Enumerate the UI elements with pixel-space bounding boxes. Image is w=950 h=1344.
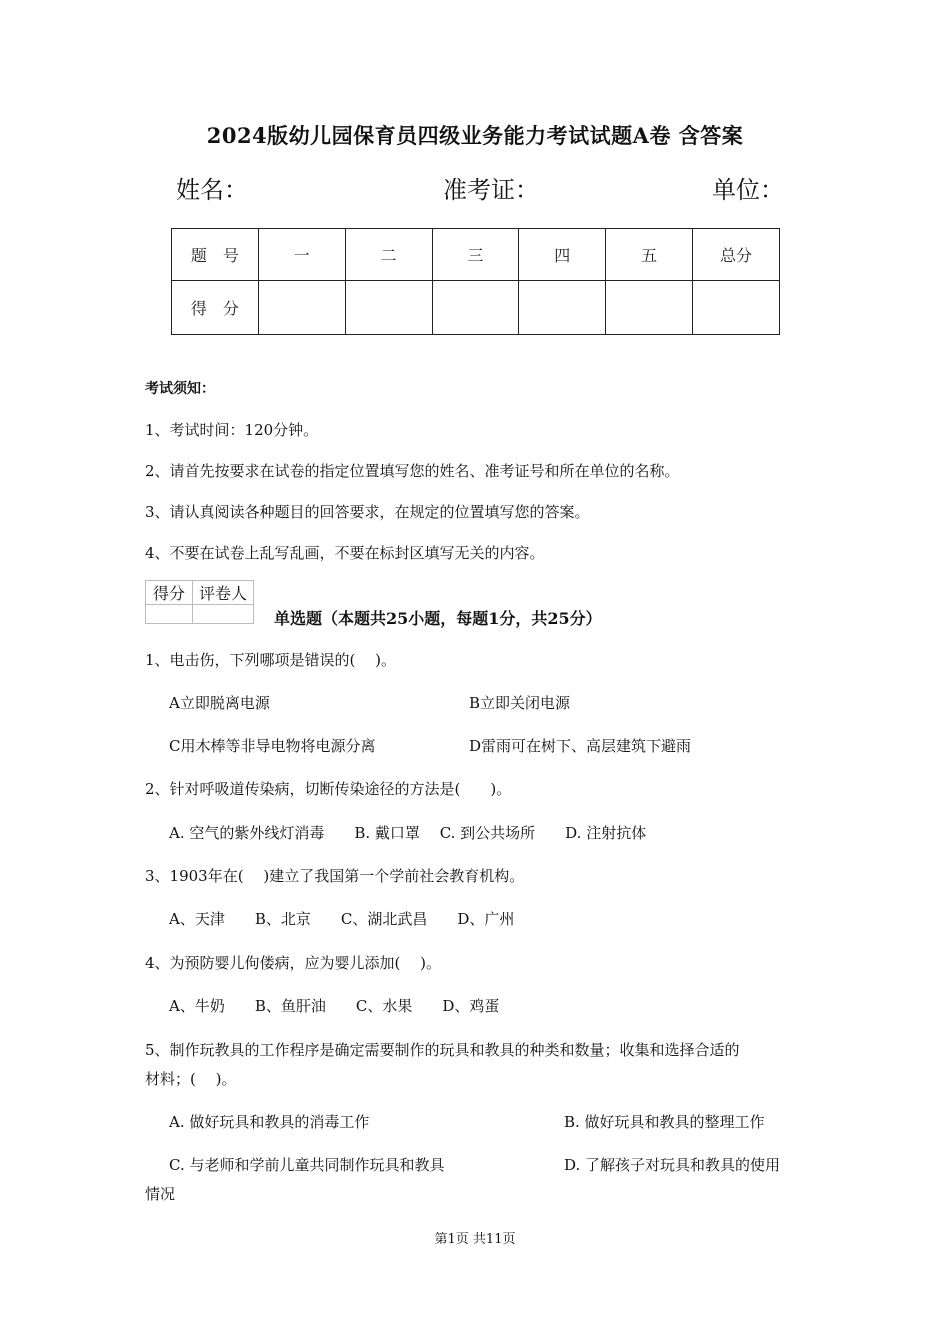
question-5-stem-line1: 5、制作玩教具的工作程序是确定需要制作的玩具和教具的种类和数量；收集和选择合适的 — [145, 1041, 740, 1059]
question-3-options: A、天津 B、北京 C、湖北武昌 D、广州 — [169, 910, 515, 928]
question-4-stem: 4、为预防婴儿佝偻病，应为婴儿添加( )。 — [145, 954, 442, 972]
exam-id-label: 准考证： — [443, 176, 539, 204]
notice-item-3: 3、请认真阅读各种题目的回答要求，在规定的位置填写您的答案。 — [145, 503, 590, 521]
grader-box-score-cell — [146, 605, 193, 624]
notice-item-2: 2、请首先按要求在试卷的指定位置填写您的姓名、准考证号和所在单位的名称。 — [145, 462, 680, 480]
question-1-option-b: B立即关闭电源 — [469, 694, 571, 712]
question-1-option-d: D雷雨可在树下、高层建筑下避雨 — [469, 737, 692, 755]
header-cell-4: 四 — [519, 229, 606, 281]
score-cell-2 — [345, 281, 432, 335]
question-5-option-c: C. 与老师和学前儿童共同制作玩具和教具 — [169, 1156, 445, 1174]
score-table-header-row — [172, 229, 780, 281]
question-3-stem: 3、1903年在( )建立了我国第一个学前社会教育机构。 — [145, 867, 525, 885]
page-footer: 第1页 共11页 — [434, 1232, 516, 1247]
page-title: 2024版幼儿园保育员四级业务能力考试试题A卷 含答案 — [206, 123, 744, 148]
grader-box-grader-cell — [193, 605, 254, 624]
score-table-score-row — [172, 281, 780, 335]
header-cell-3: 三 — [432, 229, 519, 281]
question-4-options: A、牛奶 B、鱼肝油 C、水果 D、鸡蛋 — [169, 997, 500, 1015]
question-5-stem-line2: 材料；( )。 — [145, 1070, 237, 1088]
grader-box-score-label: 得分 — [146, 581, 193, 605]
notice-item-4: 4、不要在试卷上乱写乱画，不要在标封区填写无关的内容。 — [145, 544, 545, 562]
notice-item-1: 1、考试时间：120分钟。 — [145, 421, 319, 439]
score-cell-total — [693, 281, 780, 335]
score-row-label: 得 分 — [172, 281, 259, 335]
question-5-option-b: B. 做好玩具和教具的整理工作 — [564, 1113, 765, 1131]
name-label: 姓名： — [176, 176, 248, 204]
header-cell-total: 总分 — [693, 229, 780, 281]
question-2-options: A. 空气的紫外线灯消毒 B. 戴口罩 C. 到公共场所 D. 注射抗体 — [169, 824, 647, 842]
question-2-stem: 2、针对呼吸道传染病，切断传染途径的方法是( )。 — [145, 780, 512, 798]
notice-title: 考试须知： — [145, 381, 215, 397]
question-1-stem: 1、电击伤，下列哪项是错误的( )。 — [145, 651, 397, 669]
score-cell-1 — [258, 281, 345, 335]
question-5-option-d-continued: 情况 — [145, 1185, 176, 1203]
question-5-option-d: D. 了解孩子对玩具和教具的使用 — [564, 1156, 781, 1174]
header-cell-2: 二 — [345, 229, 432, 281]
question-1-option-c: C用木棒等非导电物将电源分离 — [169, 737, 376, 755]
score-table — [171, 228, 780, 335]
section-title: 单选题（本题共25小题，每题1分，共25分） — [274, 609, 602, 628]
question-5-option-a: A. 做好玩具和教具的消毒工作 — [169, 1113, 370, 1131]
header-cell-5: 五 — [606, 229, 693, 281]
unit-label: 单位： — [712, 176, 784, 204]
score-cell-4 — [519, 281, 606, 335]
score-cell-5 — [606, 281, 693, 335]
grader-box-grader-label: 评卷人 — [193, 581, 254, 605]
score-cell-3 — [432, 281, 519, 335]
header-cell-number: 题 号 — [172, 229, 259, 281]
header-cell-1: 一 — [258, 229, 345, 281]
question-1-option-a: A立即脱离电源 — [169, 694, 270, 712]
grader-box — [145, 580, 254, 624]
